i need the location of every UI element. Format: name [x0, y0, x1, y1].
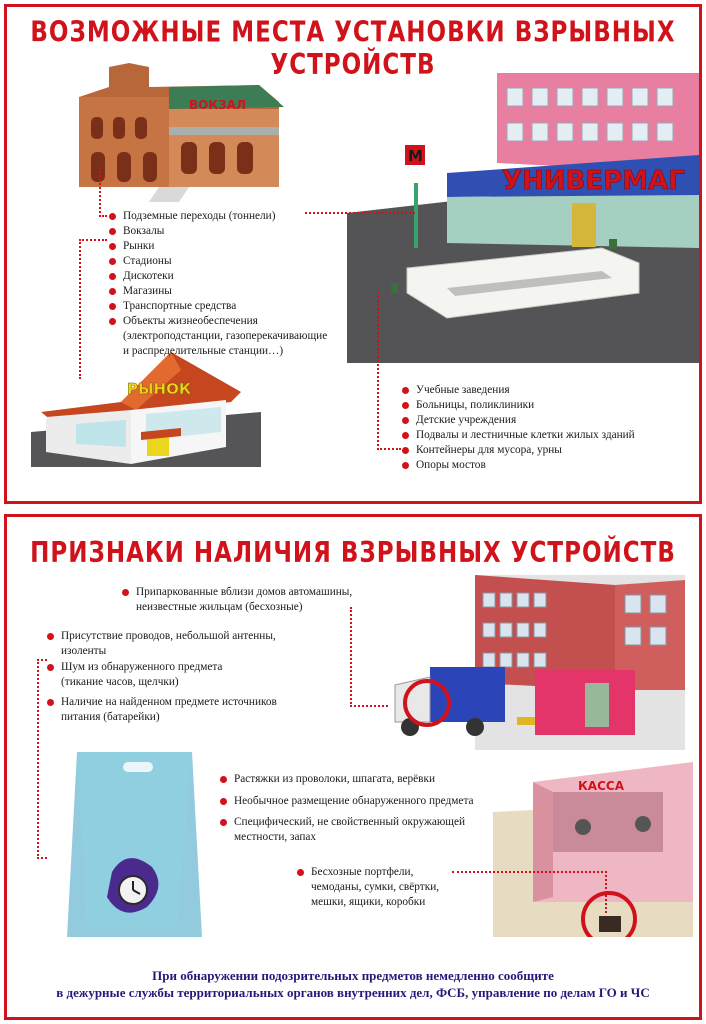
sign-noise	[47, 660, 222, 690]
leader-line	[305, 212, 415, 214]
sign-text: Присутствие проводов, небольшой антенны,	[61, 630, 276, 642]
list-item: Стадионы	[109, 254, 327, 269]
locations-list-left	[109, 209, 327, 359]
sign-text: чемоданы, сумки, свёртки,	[311, 881, 440, 893]
list-item: Учебные заведения	[402, 383, 635, 398]
sign-parked-cars	[122, 585, 352, 615]
sign-text: мешки, ящики, коробки	[311, 896, 426, 908]
footer-warning	[7, 967, 699, 1001]
sign-text: Необычное размещение обнаруженного предмета	[234, 795, 474, 807]
leader-line	[452, 871, 607, 913]
list-item: Детские учреждения	[402, 413, 635, 428]
leader-line	[377, 292, 401, 450]
footer-line: в дежурные службы территориальных органов внутренних дел, ФСБ, управление по делам ГО и ЧС	[56, 985, 650, 1000]
list-item: Подвалы и лестничные клетки жилых зданий	[402, 428, 635, 443]
panel-possible-locations	[4, 4, 702, 504]
sign-text: неизвестные жильцам (бесхозные)	[136, 601, 303, 613]
sign-text: Припаркованные вблизи домов автомашины,	[136, 586, 353, 598]
store-sign: УНИВЕРМАГ	[502, 166, 685, 196]
metro-sign: М	[408, 147, 423, 165]
list-item-continuation: и распределительные станции…)	[123, 345, 284, 357]
market-illustration	[31, 352, 261, 467]
sign-smell	[220, 815, 465, 845]
list-item: Контейнеры для мусора, урны	[402, 443, 635, 458]
sign-text: Бесхозные портфели,	[311, 866, 414, 878]
footer-line: При обнаружении подозрительных предметов немедленно сообщите	[152, 968, 554, 983]
sign-unusual-placement	[220, 794, 474, 809]
list-item-continuation: (электроподстанции, газоперекачивающие	[123, 330, 328, 342]
kassa-sign: КАССА	[578, 779, 624, 793]
list-item: Дискотеки	[109, 269, 327, 284]
sign-abandoned-bags	[297, 865, 439, 910]
list-item: Подземные переходы (тоннели)	[109, 209, 327, 224]
sign-text: Растяжки из проволоки, шпагата, верёвки	[234, 773, 436, 785]
sign-text: Специфический, не свойственный окружающей	[234, 816, 466, 828]
sign-text: изоленты	[61, 645, 107, 657]
list-item: Опоры мостов	[402, 458, 635, 473]
sign-text: питания (батарейки)	[61, 711, 160, 723]
station-sign: ВОКЗАЛ	[189, 98, 246, 112]
list-item: Вокзалы	[109, 224, 327, 239]
list-item: Транспортные средства	[109, 299, 327, 314]
list-item: Больницы, поликлиники	[402, 398, 635, 413]
section-title-signs: ПРИЗНАКИ НАЛИЧИЯ ВЗРЫВНЫХ УСТРОЙСТВ	[30, 536, 676, 570]
locations-list-right	[402, 383, 635, 473]
sign-text: Шум из обнаруженного предмета	[61, 661, 223, 673]
sign-text: (тикание часов, щелчки)	[61, 676, 179, 688]
list-item: Магазины	[109, 284, 327, 299]
section-title-locations: ВОЗМОЖНЫЕ МЕСТА УСТАНОВКИ ВЗРЫВНЫХ УСТРОЙСТВ	[30, 16, 676, 82]
leader-line	[79, 239, 107, 379]
sign-power-source	[47, 695, 277, 725]
sign-tripwires	[220, 772, 435, 787]
list-item: Объекты жизнеобеспечения	[109, 314, 327, 329]
sign-text: местности, запах	[234, 831, 317, 843]
sign-wires	[47, 629, 276, 659]
market-sign: РЫНОК	[127, 380, 192, 398]
panel-explosive-signs	[4, 514, 702, 1020]
leader-line	[99, 167, 107, 217]
leader-line	[37, 659, 47, 859]
sign-text: Наличие на найденном предмете источников	[61, 696, 277, 708]
leader-line	[350, 607, 388, 707]
truck-illustration	[385, 575, 685, 750]
bag-illustration	[67, 742, 207, 942]
list-item: Рынки	[109, 239, 327, 254]
